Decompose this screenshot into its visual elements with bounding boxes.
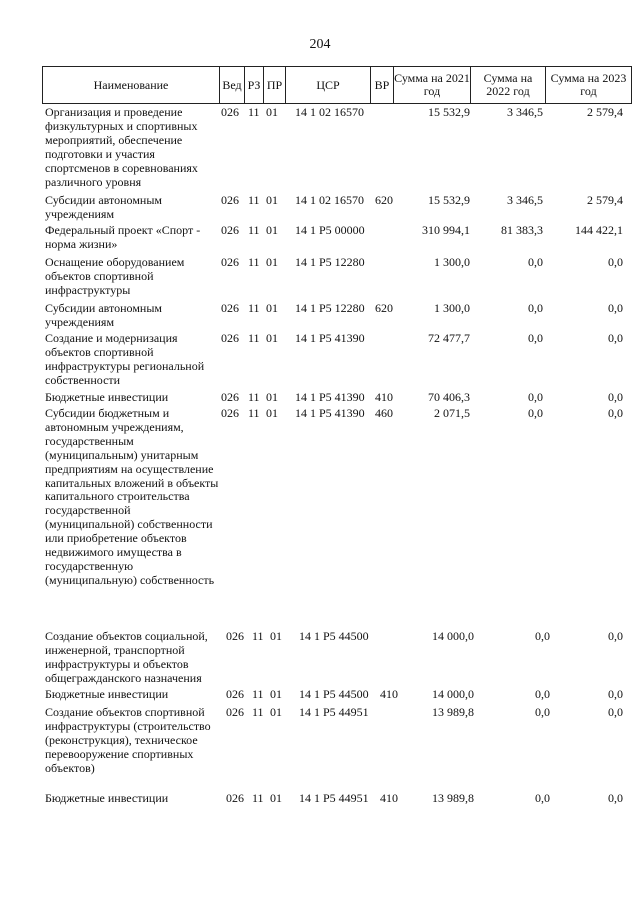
- row-sum2023: 0,0: [608, 390, 623, 404]
- row-sum2022: 0,0: [528, 331, 543, 345]
- row-ved: 026: [221, 105, 239, 119]
- header-name: Наименование: [42, 67, 219, 103]
- row-sum2022: 0,0: [535, 629, 550, 643]
- row-name: Бюджетные инвестиции: [45, 687, 169, 701]
- row-sum2023: 0,0: [608, 255, 623, 269]
- row-rz: 11: [248, 223, 260, 237]
- row-sum2021: 1 300,0: [434, 301, 470, 315]
- row-rz: 11: [248, 406, 260, 420]
- row-csr: 14 1 02 16570: [295, 193, 364, 207]
- header-csr: ЦСР: [285, 67, 370, 103]
- row-name: Субсидии автономным учреждениям: [45, 301, 162, 329]
- row-sum2023: 0,0: [608, 406, 623, 420]
- row-pr: 01: [266, 255, 278, 269]
- row-sum2022: 0,0: [535, 705, 550, 719]
- row-vr: 410: [380, 791, 398, 805]
- row-ved: 026: [226, 687, 244, 701]
- row-rz: 11: [248, 193, 260, 207]
- row-pr: 01: [266, 406, 278, 420]
- row-name: Субсидии бюджетным и автономным учреждениям, государственным (муниципальным) унитарным предприятиям на осуществление капитальных вложений в объекты капитального строительства государственной (муниципальной) собственности или приобретение объектов недвижимого имущества в государственную (муниципальную) собственность: [45, 406, 219, 587]
- row-sum2021: 70 406,3: [428, 390, 470, 404]
- row-sum2022: 0,0: [528, 255, 543, 269]
- row-sum2023: 144 422,1: [575, 223, 623, 237]
- row-sum2023: 0,0: [608, 629, 623, 643]
- row-csr: 14 1 P5 41390: [295, 406, 365, 420]
- row-pr: 01: [266, 223, 278, 237]
- row-csr: 14 1 02 16570: [295, 105, 364, 119]
- row-sum2021: 15 532,9: [428, 193, 470, 207]
- row-vr: 460: [375, 406, 393, 420]
- row-sum2021: 14 000,0: [432, 687, 474, 701]
- row-csr: 14 1 P5 00000: [295, 223, 365, 237]
- row-csr: 14 1 P5 44500: [299, 629, 369, 643]
- row-csr: 14 1 P5 41390: [295, 331, 365, 345]
- row-pr: 01: [266, 193, 278, 207]
- row-sum2022: 0,0: [528, 390, 543, 404]
- row-csr: 14 1 P5 44951: [299, 705, 369, 719]
- row-sum2021: 2 071,5: [434, 406, 470, 420]
- row-csr: 14 1 P5 12280: [295, 301, 365, 315]
- row-csr: 14 1 P5 44951: [299, 791, 369, 805]
- row-rz: 11: [248, 301, 260, 315]
- row-vr: 410: [380, 687, 398, 701]
- row-vr: 410: [375, 390, 393, 404]
- row-pr: 01: [266, 301, 278, 315]
- row-name: Бюджетные инвестиции: [45, 390, 169, 404]
- header-ved: Вед: [219, 67, 244, 103]
- row-sum2022: 0,0: [528, 301, 543, 315]
- row-sum2022: 0,0: [528, 406, 543, 420]
- row-ved: 026: [226, 791, 244, 805]
- row-ved: 026: [221, 255, 239, 269]
- row-ved: 026: [221, 193, 239, 207]
- row-sum2021: 72 477,7: [428, 331, 470, 345]
- row-ved: 026: [221, 331, 239, 345]
- row-vr: 620: [375, 193, 393, 207]
- row-name: Федеральный проект «Спорт - норма жизни»: [45, 223, 201, 251]
- row-rz: 11: [252, 705, 264, 719]
- row-sum2023: 2 579,4: [587, 105, 623, 119]
- table-header: [42, 66, 632, 104]
- row-rz: 11: [248, 331, 260, 345]
- row-sum2022: 3 346,5: [507, 193, 543, 207]
- row-rz: 11: [252, 791, 264, 805]
- row-sum2021: 15 532,9: [428, 105, 470, 119]
- row-name: Бюджетные инвестиции: [45, 791, 169, 805]
- row-rz: 11: [248, 255, 260, 269]
- row-sum2022: 3 346,5: [507, 105, 543, 119]
- row-pr: 01: [266, 105, 278, 119]
- row-ved: 026: [226, 705, 244, 719]
- header-sum2021: Сумма на 2021 год: [393, 67, 470, 103]
- row-sum2023: 0,0: [608, 791, 623, 805]
- header-pr: ПР: [263, 67, 285, 103]
- row-name: Организация и проведение физкультурных и спортивных мероприятий, обеспечение подготовки и участия спортсменов в соревнованиях различного уровня: [45, 105, 198, 189]
- header-rz: РЗ: [244, 67, 263, 103]
- row-ved: 026: [221, 390, 239, 404]
- row-sum2023: 2 579,4: [587, 193, 623, 207]
- row-sum2021: 310 994,1: [422, 223, 470, 237]
- row-sum2023: 0,0: [608, 687, 623, 701]
- row-sum2023: 0,0: [608, 331, 623, 345]
- header-sum2022: Сумма на 2022 год: [470, 67, 545, 103]
- row-pr: 01: [270, 705, 282, 719]
- row-ved: 026: [221, 406, 239, 420]
- row-csr: 14 1 P5 41390: [295, 390, 365, 404]
- row-ved: 026: [221, 223, 239, 237]
- row-pr: 01: [270, 629, 282, 643]
- row-sum2021: 13 989,8: [432, 791, 474, 805]
- row-name: Субсидии автономным учреждениям: [45, 193, 162, 221]
- row-name: Создание объектов социальной, инженерной, транспортной инфраструктуры и объектов общегражданского назначения: [45, 629, 208, 685]
- row-sum2022: 81 383,3: [501, 223, 543, 237]
- header-vr: ВР: [370, 67, 393, 103]
- row-sum2023: 0,0: [608, 301, 623, 315]
- row-vr: 620: [375, 301, 393, 315]
- row-csr: 14 1 P5 12280: [295, 255, 365, 269]
- row-ved: 026: [226, 629, 244, 643]
- row-name: Оснащение оборудованием объектов спортивной инфраструктуры: [45, 255, 185, 297]
- row-rz: 11: [252, 629, 264, 643]
- row-sum2023: 0,0: [608, 705, 623, 719]
- row-sum2021: 13 989,8: [432, 705, 474, 719]
- row-pr: 01: [270, 687, 282, 701]
- row-sum2022: 0,0: [535, 791, 550, 805]
- row-pr: 01: [266, 331, 278, 345]
- page-number: 204: [309, 37, 331, 52]
- row-sum2022: 0,0: [535, 687, 550, 701]
- row-rz: 11: [248, 390, 260, 404]
- row-name: Создание и модернизация объектов спортивной инфраструктуры региональной собственности: [45, 331, 205, 387]
- row-csr: 14 1 P5 44500: [299, 687, 369, 701]
- row-name: Создание объектов спортивной инфраструктуры (строительство (реконструкция), техническое перевооружение спортивных объектов): [45, 705, 211, 775]
- row-sum2021: 1 300,0: [434, 255, 470, 269]
- row-sum2021: 14 000,0: [432, 629, 474, 643]
- row-ved: 026: [221, 301, 239, 315]
- row-pr: 01: [266, 390, 278, 404]
- header-sum2023: Сумма на 2023 год: [545, 67, 632, 103]
- row-rz: 11: [248, 105, 260, 119]
- row-rz: 11: [252, 687, 264, 701]
- row-pr: 01: [270, 791, 282, 805]
